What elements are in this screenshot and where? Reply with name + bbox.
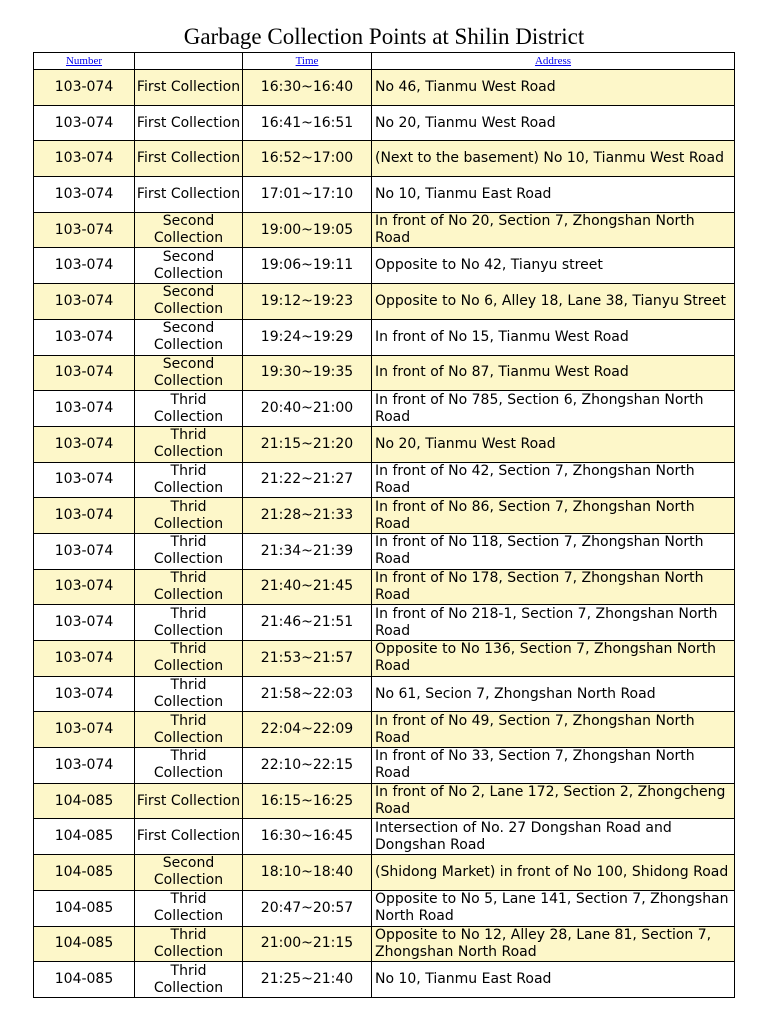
- table-row: [34, 212, 735, 248]
- table-row: [34, 676, 735, 712]
- number-cell: 103-074: [34, 319, 135, 355]
- table-row: [34, 284, 735, 320]
- number-cell: 104-085: [34, 962, 135, 998]
- number-cell: 103-074: [34, 355, 135, 391]
- time-cell: 16:30~16:40: [243, 70, 372, 106]
- number-cell: 103-074: [34, 284, 135, 320]
- number-cell: 104-085: [34, 926, 135, 962]
- number-cell: 103-074: [34, 426, 135, 462]
- header-number[interactable]: [34, 53, 135, 70]
- number-cell: 104-085: [34, 855, 135, 891]
- time-cell: 21:00~21:15: [243, 926, 372, 962]
- collection-cell: Thrid Collection: [135, 890, 243, 926]
- address-cell: Opposite to No 136, Section 7, Zhongshan North Road: [372, 641, 735, 677]
- time-cell: 21:46~21:51: [243, 605, 372, 641]
- number-cell: 103-074: [34, 533, 135, 569]
- number-cell: 103-074: [34, 177, 135, 213]
- collection-cell: Second Collection: [135, 855, 243, 891]
- number-cell: 103-074: [34, 70, 135, 106]
- time-cell: 20:40~21:00: [243, 391, 372, 427]
- collection-cell: Thrid Collection: [135, 569, 243, 605]
- address-cell: Opposite to No 12, Alley 28, Lane 81, Section 7, Zhongshan North Road: [372, 926, 735, 962]
- collection-cell: Thrid Collection: [135, 641, 243, 677]
- header-address-link[interactable]: Address: [534, 54, 572, 67]
- time-cell: 19:12~19:23: [243, 284, 372, 320]
- number-cell: 103-074: [34, 748, 135, 784]
- number-cell: 104-085: [34, 819, 135, 855]
- table-row: [34, 426, 735, 462]
- collection-cell: Second Collection: [135, 319, 243, 355]
- collection-cell: Thrid Collection: [135, 605, 243, 641]
- time-cell: 21:53~21:57: [243, 641, 372, 677]
- address-cell: In front of No 218-1, Section 7, Zhongshan North Road: [372, 605, 735, 641]
- time-cell: 22:04~22:09: [243, 712, 372, 748]
- time-cell: 18:10~18:40: [243, 855, 372, 891]
- time-cell: 17:01~17:10: [243, 177, 372, 213]
- number-cell: 103-074: [34, 712, 135, 748]
- table-row: [34, 319, 735, 355]
- table-row: [34, 890, 735, 926]
- time-cell: 16:15~16:25: [243, 783, 372, 819]
- collection-cell: First Collection: [135, 177, 243, 213]
- collection-cell: Thrid Collection: [135, 748, 243, 784]
- address-cell: Opposite to No 5, Lane 141, Section 7, Zhongshan North Road: [372, 890, 735, 926]
- address-cell: (Next to the basement) No 10, Tianmu West Road: [372, 141, 735, 177]
- number-cell: 103-074: [34, 641, 135, 677]
- address-cell: In front of No 20, Section 7, Zhongshan North Road: [372, 212, 735, 248]
- number-cell: 103-074: [34, 141, 135, 177]
- time-cell: 20:47~20:57: [243, 890, 372, 926]
- table-row: [34, 926, 735, 962]
- table-row: [34, 569, 735, 605]
- number-cell: 103-074: [34, 248, 135, 284]
- time-cell: 21:28~21:33: [243, 498, 372, 534]
- address-cell: In front of No 87, Tianmu West Road: [372, 355, 735, 391]
- time-cell: 21:40~21:45: [243, 569, 372, 605]
- table-row: [34, 712, 735, 748]
- header-collection: [135, 53, 243, 70]
- table-row: [34, 641, 735, 677]
- address-cell: In front of No 86, Section 7, Zhongshan North Road: [372, 498, 735, 534]
- time-cell: 16:52~17:00: [243, 141, 372, 177]
- table-row: [34, 355, 735, 391]
- time-cell: 21:15~21:20: [243, 426, 372, 462]
- address-cell: In front of No 42, Section 7, Zhongshan North Road: [372, 462, 735, 498]
- header-time[interactable]: [243, 53, 372, 70]
- address-cell: No 10, Tianmu East Road: [372, 962, 735, 998]
- address-cell: No 20, Tianmu West Road: [372, 105, 735, 141]
- collection-cell: Thrid Collection: [135, 676, 243, 712]
- collection-cell: First Collection: [135, 783, 243, 819]
- collection-cell: Thrid Collection: [135, 712, 243, 748]
- table-row: [34, 855, 735, 891]
- address-cell: No 61, Secion 7, Zhongshan North Road: [372, 676, 735, 712]
- number-cell: 104-085: [34, 890, 135, 926]
- address-cell: No 10, Tianmu East Road: [372, 177, 735, 213]
- collection-cell: Thrid Collection: [135, 426, 243, 462]
- address-cell: In front of No 15, Tianmu West Road: [372, 319, 735, 355]
- table-row: [34, 177, 735, 213]
- number-cell: 103-074: [34, 462, 135, 498]
- header-number-link[interactable]: Number: [65, 54, 103, 67]
- table-row: [34, 462, 735, 498]
- table-header-row: [34, 53, 735, 70]
- number-cell: 104-085: [34, 783, 135, 819]
- address-cell: In front of No 2, Lane 172, Section 2, Zhongcheng Road: [372, 783, 735, 819]
- collection-cell: First Collection: [135, 105, 243, 141]
- number-cell: 103-074: [34, 676, 135, 712]
- table-row: [34, 748, 735, 784]
- time-cell: 19:06~19:11: [243, 248, 372, 284]
- table-row: [34, 248, 735, 284]
- table-body: [34, 70, 735, 998]
- number-cell: 103-074: [34, 212, 135, 248]
- address-cell: In front of No 118, Section 7, Zhongshan North Road: [372, 533, 735, 569]
- table-row: [34, 533, 735, 569]
- time-cell: 21:22~21:27: [243, 462, 372, 498]
- table-row: [34, 605, 735, 641]
- table-row: [34, 498, 735, 534]
- collection-cell: First Collection: [135, 70, 243, 106]
- table-row: [34, 141, 735, 177]
- collection-cell: Second Collection: [135, 248, 243, 284]
- collection-points-table: [33, 52, 735, 998]
- number-cell: 103-074: [34, 391, 135, 427]
- time-cell: 21:34~21:39: [243, 533, 372, 569]
- address-cell: In front of No 178, Section 7, Zhongshan North Road: [372, 569, 735, 605]
- table-row: [34, 391, 735, 427]
- table-row: [34, 105, 735, 141]
- address-cell: Intersection of No. 27 Dongshan Road and Dongshan Road: [372, 819, 735, 855]
- collection-cell: First Collection: [135, 141, 243, 177]
- address-cell: No 46, Tianmu West Road: [372, 70, 735, 106]
- collection-cell: Thrid Collection: [135, 962, 243, 998]
- address-cell: In front of No 785, Section 6, Zhongshan North Road: [372, 391, 735, 427]
- collection-cell: Thrid Collection: [135, 533, 243, 569]
- number-cell: 103-074: [34, 569, 135, 605]
- address-cell: (Shidong Market) in front of No 100, Shidong Road: [372, 855, 735, 891]
- time-cell: 19:24~19:29: [243, 319, 372, 355]
- number-cell: 103-074: [34, 498, 135, 534]
- time-cell: 22:10~22:15: [243, 748, 372, 784]
- time-cell: 21:25~21:40: [243, 962, 372, 998]
- header-time-link[interactable]: Time: [295, 54, 319, 67]
- address-cell: In front of No 49, Section 7, Zhongshan North Road: [372, 712, 735, 748]
- address-cell: Opposite to No 42, Tianyu street: [372, 248, 735, 284]
- time-cell: 16:30~16:45: [243, 819, 372, 855]
- time-cell: 19:30~19:35: [243, 355, 372, 391]
- number-cell: 103-074: [34, 105, 135, 141]
- address-cell: Opposite to No 6, Alley 18, Lane 38, Tianyu Street: [372, 284, 735, 320]
- collection-cell: Second Collection: [135, 355, 243, 391]
- collection-cell: First Collection: [135, 819, 243, 855]
- collection-cell: Thrid Collection: [135, 498, 243, 534]
- collection-cell: Thrid Collection: [135, 391, 243, 427]
- number-cell: 103-074: [34, 605, 135, 641]
- collection-cell: Second Collection: [135, 212, 243, 248]
- table-row: [34, 819, 735, 855]
- address-cell: No 20, Tianmu West Road: [372, 426, 735, 462]
- table-row: [34, 783, 735, 819]
- time-cell: 19:00~19:05: [243, 212, 372, 248]
- table-row: [34, 962, 735, 998]
- collection-cell: Thrid Collection: [135, 926, 243, 962]
- table-row: [34, 70, 735, 106]
- time-cell: 21:58~22:03: [243, 676, 372, 712]
- address-cell: In front of No 33, Section 7, Zhongshan North Road: [372, 748, 735, 784]
- page-title: Garbage Collection Points at Shilin District: [183, 24, 585, 49]
- collection-cell: Second Collection: [135, 284, 243, 320]
- time-cell: 16:41~16:51: [243, 105, 372, 141]
- collection-cell: Thrid Collection: [135, 462, 243, 498]
- header-address[interactable]: [372, 53, 735, 70]
